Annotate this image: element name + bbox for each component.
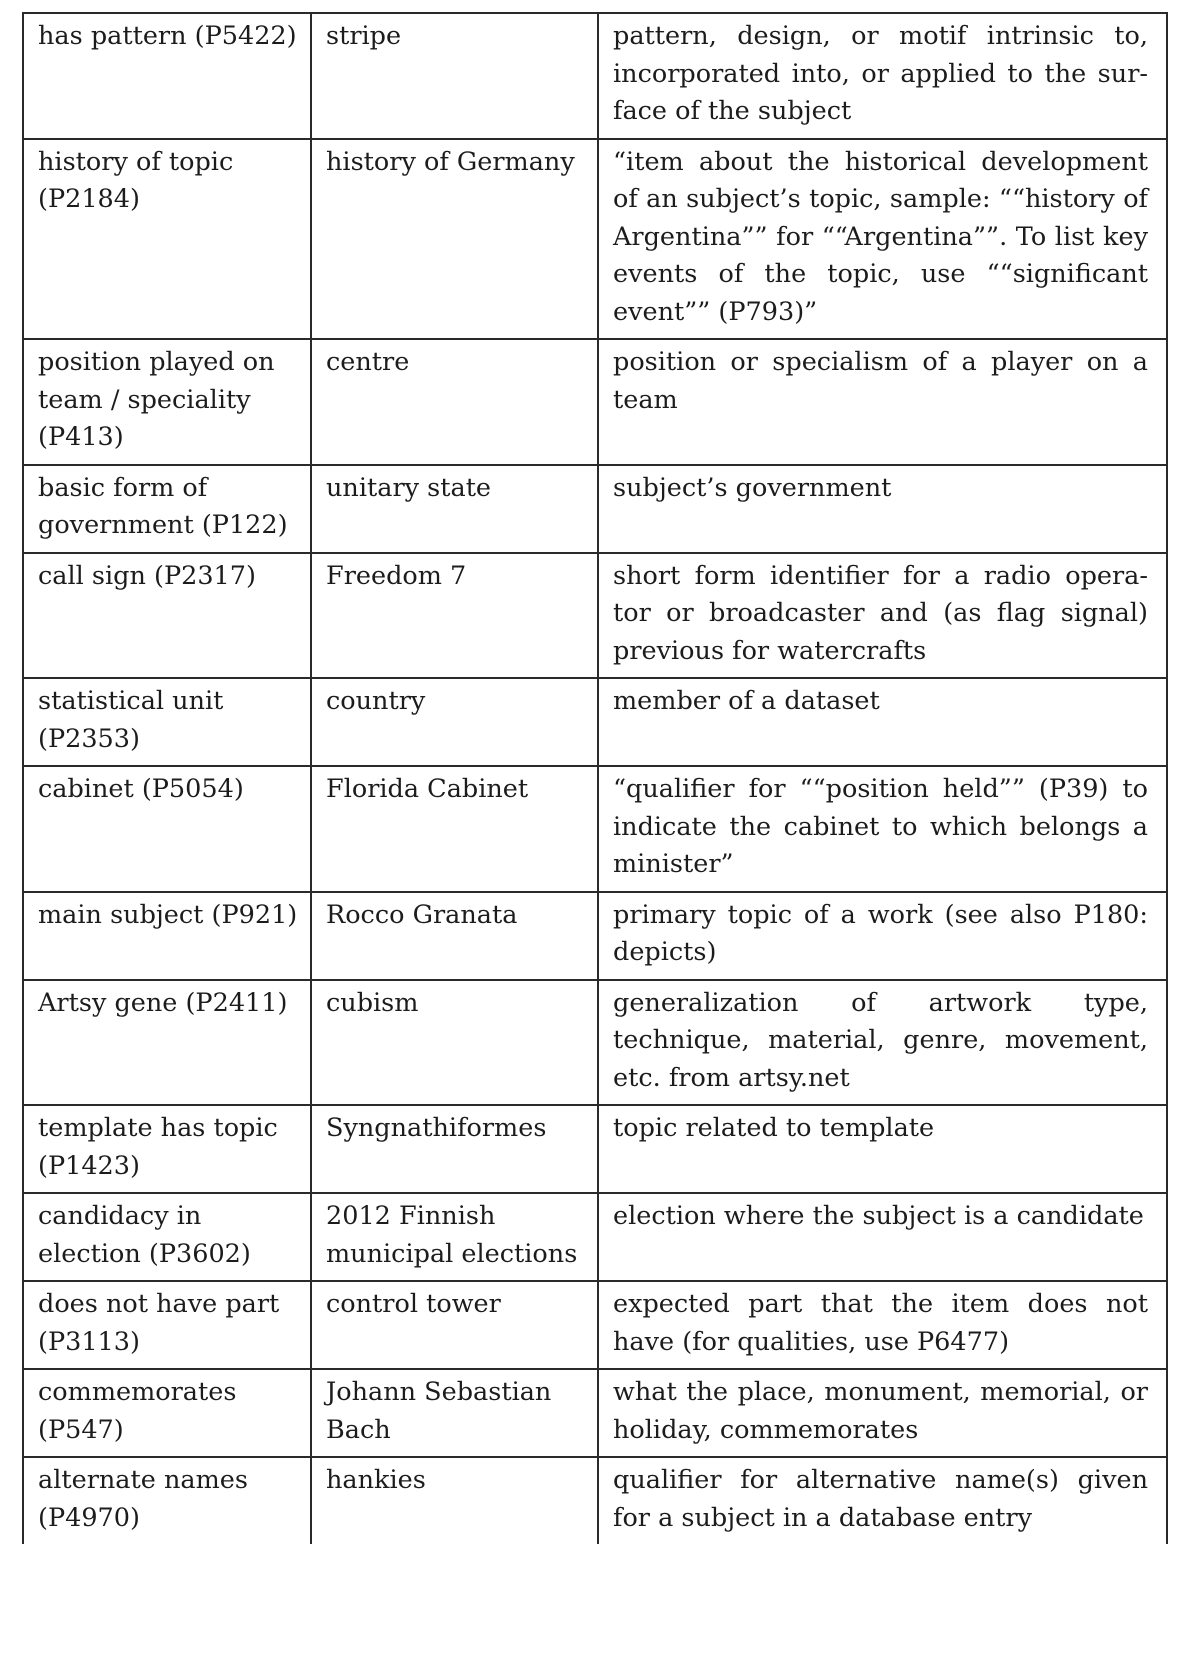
description-cell: expected part that the item does not have (for qualities, use P6477) bbox=[598, 1281, 1167, 1369]
example-cell: Freedom 7 bbox=[311, 553, 598, 679]
table-row bbox=[23, 980, 1167, 1106]
description-cell: topic related to template bbox=[598, 1105, 1167, 1193]
description-cell: “item about the historical development of an subject’s topic, sample: ““history of Argentina”” for ““Argentina””. To list key events of the topic, use ““significant event”” (P793)” bbox=[598, 139, 1167, 340]
table-row bbox=[23, 1457, 1167, 1544]
property-cell: statistical unit (P2353) bbox=[23, 678, 311, 766]
example-cell: unitary state bbox=[311, 465, 598, 553]
description-cell: position or specialism of a player on a team bbox=[598, 339, 1167, 465]
property-table-page bbox=[22, 12, 1166, 1544]
table-row bbox=[23, 678, 1167, 766]
table-row bbox=[23, 139, 1167, 340]
property-cell: has pattern (P5422) bbox=[23, 13, 311, 139]
example-cell: cubism bbox=[311, 980, 598, 1106]
table-row bbox=[23, 1193, 1167, 1281]
property-cell: commemorates (P547) bbox=[23, 1369, 311, 1457]
property-cell: template has topic (P1423) bbox=[23, 1105, 311, 1193]
example-cell: stripe bbox=[311, 13, 598, 139]
example-cell: hankies bbox=[311, 1457, 598, 1544]
table-row bbox=[23, 13, 1167, 139]
example-cell: Johann Sebastian Bach bbox=[311, 1369, 598, 1457]
property-cell: basic form of government (P122) bbox=[23, 465, 311, 553]
table-row bbox=[23, 465, 1167, 553]
example-cell: Florida Cabinet bbox=[311, 766, 598, 892]
description-cell: subject’s government bbox=[598, 465, 1167, 553]
description-cell: pattern, design, or motif intrinsic to, incorporated into, or applied to the sur-face of the subject bbox=[598, 13, 1167, 139]
description-cell: “qualifier for ““position held”” (P39) to indicate the cabinet to which belongs a minister” bbox=[598, 766, 1167, 892]
example-cell: control tower bbox=[311, 1281, 598, 1369]
description-cell: generalization of artwork type, technique, material, genre, movement, etc. from artsy.net bbox=[598, 980, 1167, 1106]
example-cell: Syngnathiformes bbox=[311, 1105, 598, 1193]
example-cell: country bbox=[311, 678, 598, 766]
property-cell: main subject (P921) bbox=[23, 892, 311, 980]
description-cell: short form identifier for a radio opera-tor or broadcaster and (as flag signal) previous for watercrafts bbox=[598, 553, 1167, 679]
description-cell: member of a dataset bbox=[598, 678, 1167, 766]
description-cell: what the place, monument, memorial, or holiday, commemorates bbox=[598, 1369, 1167, 1457]
description-cell: election where the subject is a candidate bbox=[598, 1193, 1167, 1281]
table-row bbox=[23, 1281, 1167, 1369]
example-cell: centre bbox=[311, 339, 598, 465]
example-cell: 2012 Finnish municipal elections bbox=[311, 1193, 598, 1281]
property-cell: cabinet (P5054) bbox=[23, 766, 311, 892]
table-row bbox=[23, 892, 1167, 980]
example-cell: Rocco Granata bbox=[311, 892, 598, 980]
property-cell: Artsy gene (P2411) bbox=[23, 980, 311, 1106]
property-cell: position played on team / speciality (P413) bbox=[23, 339, 311, 465]
table-row bbox=[23, 1369, 1167, 1457]
example-cell: history of Germany bbox=[311, 139, 598, 340]
property-table bbox=[22, 12, 1168, 1544]
property-cell: history of topic (P2184) bbox=[23, 139, 311, 340]
table-row bbox=[23, 553, 1167, 679]
description-cell: qualifier for alternative name(s) given for a subject in a database entry bbox=[598, 1457, 1167, 1544]
property-cell: candidacy in election (P3602) bbox=[23, 1193, 311, 1281]
property-table-body bbox=[23, 13, 1167, 1544]
property-cell: does not have part (P3113) bbox=[23, 1281, 311, 1369]
table-row bbox=[23, 1105, 1167, 1193]
property-cell: call sign (P2317) bbox=[23, 553, 311, 679]
property-cell: alternate names (P4970) bbox=[23, 1457, 311, 1544]
table-row bbox=[23, 339, 1167, 465]
table-row bbox=[23, 766, 1167, 892]
description-cell: primary topic of a work (see also P180: depicts) bbox=[598, 892, 1167, 980]
